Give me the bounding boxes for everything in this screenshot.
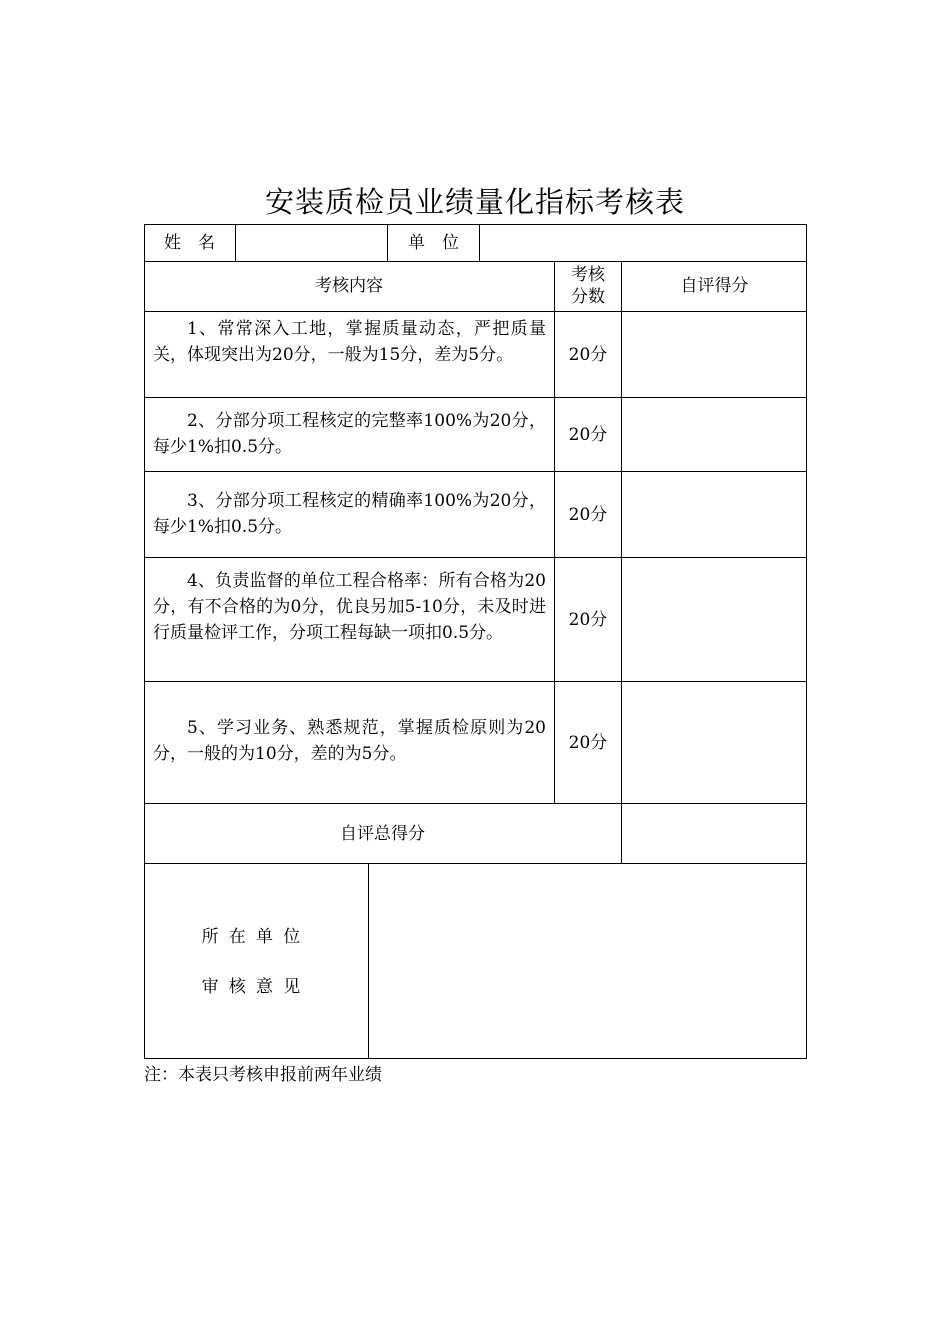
column-header-self-score: 自评得分 [680,276,749,296]
item-4-content: 4、负责监督的单位工程合格率：所有合格为20分，有不合格的为0分，优良另加5-10分，未及时进行质量检评工作，分项工程每缺一项扣0.5分。 [153,571,546,643]
unit-label: 单 位 [408,232,459,253]
item-1-content: 1、常常深入工地，掌握质量动态，严把质量关，体现突出为20分，一般为15分，差为5分。 [153,319,546,365]
item-5-score: 20分 [568,732,608,753]
item-2-score: 20分 [568,424,608,445]
name-label: 姓 名 [164,232,215,253]
item-2-content: 2、分部分项工程核定的完整率100%为20分，每少1%扣0.5分。 [153,411,546,457]
item-3-self-score[interactable] [622,472,807,557]
name-field[interactable] [236,224,387,261]
item-3-content: 3、分部分项工程核定的精确率100%为20分，每少1%扣0.5分。 [153,491,546,537]
review-label-line2: 审核意见 [201,976,311,997]
review-opinion-field[interactable] [369,864,807,1059]
review-label-line1: 所在单位 [201,926,311,947]
unit-field[interactable] [480,224,807,261]
item-5-self-score[interactable] [622,682,807,803]
score-header-line2: 分数 [571,287,605,307]
total-score-field[interactable] [622,804,807,863]
item-1-self-score[interactable] [622,312,807,397]
item-2-self-score[interactable] [622,398,807,471]
score-header-line1: 考核 [571,265,605,285]
column-header-score [555,261,621,311]
footnote: 注：本表只考核申报前两年业绩 [144,1065,382,1085]
item-1-score: 20分 [568,344,608,365]
form-title: 安装质检员业绩量化指标考核表 [264,185,685,219]
total-score-label: 自评总得分 [340,823,425,844]
review-label [144,864,368,1059]
item-5-content: 5、学习业务、熟悉规范，掌握质检原则为20分，一般的为10分，差的为5分。 [153,718,546,764]
item-4-score: 20分 [568,609,608,630]
item-3-score: 20分 [568,504,608,525]
item-4-self-score[interactable] [622,558,807,681]
column-header-content: 考核内容 [315,276,383,296]
